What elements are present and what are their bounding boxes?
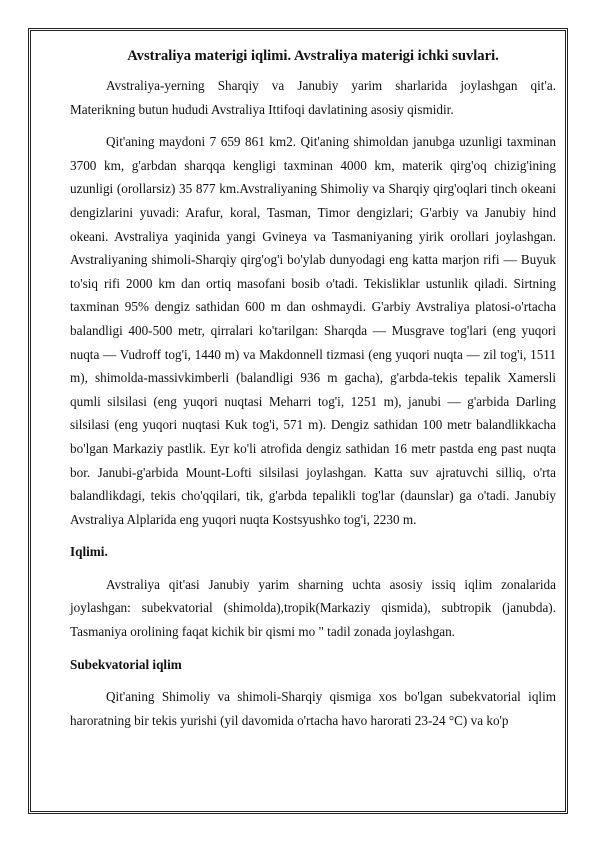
document-body bbox=[70, 44, 556, 741]
section-heading-subequatorial: Subekvatorial iqlim bbox=[70, 656, 182, 672]
document-title: Avstraliya materigi iqlimi. Avstraliya materigi ichki suvlari. bbox=[127, 48, 499, 64]
section-heading-climate: Iqlimi. bbox=[70, 544, 108, 560]
paragraph-geography: Qit'aning maydoni 7 659 861 km2. Qit'aning shimoldan janubga uzunligi taxminan 3700 km, g'arbdan sharqqa kengligi taxminan 4000 km, materik qirg'oq chizig'ining uzunligi (orollarsiz) 35 877 km.Avstraliyaning Shimoliy va Sharqiy qirg'oqlari tinch okeani dengizlarini yuvadi: Arafur, koral, Tasman, Timor dengizlari; G'arbiy va Janubiy hind okeani. Avstraliya yaqinida yangi Gvineya va Tasmaniyaning yirik orollari joylashgan. Avstraliyaning shimoli-Sharqiy qirg'og'i bo'ylab dunyodagi eng katta marjon rifi — Buyuk to'siq rifi 2000 km dan ortiq masofani bosib o'tadi. Tekisliklar ustunlik qiladi. Sirtning taxminan 95% dengiz sathidan 600 m dan oshmaydi. G'arbiy Avstraliya platosi-o'rtacha balandligi 400-500 metr, qirralari ko'tarilgan: Sharqda — Musgrave tog'lari (eng yuqori nuqta — Vudroff tog'i, 1440 m) va Makdonnell tizmasi (eng yuqori nuqta — zil tog'i, 1511 m), shimolda-massivkimberli (balandligi 936 m gacha), g'arbda-tekis tepalik Xamersli qumli silsilasi (eng yuqori nuqtasi Meharri tog'i, 1251 m), janubi — g'arbida Darling silsilasi (eng yuqori nuqtasi Kuk tog'i, 571 m). Dengiz sathidan 100 metr balandlikkacha bo'lgan Markaziy pastlik. Eyr ko'li atrofida dengiz sathidan 16 metr pastda eng past nuqta bor. Janubi-g'arbida Mount-Lofti silsilasi joylashgan. Katta suv ajratuvchi silliq, o'rta balandlikdagi, tekis cho'qqilari, tik, g'arbda tepalikli tog'lar (daunslar) ga o'tadi. Janubiy Avstraliya Alplarida eng yuqori nuqta Kostsyushko tog'i, 2230 m. bbox=[70, 134, 556, 527]
paragraph-climate-zones: Avstraliya qit'asi Janubiy yarim sharning uchta asosiy issiq iqlim zonalarida joylashgan: subekvatorial (shimolda),tropik(Markaziy qismida), subtropik (janubda). Tasmaniya orolining faqat kichik bir qismi mo " tadil zonada joylashgan. bbox=[70, 576, 556, 640]
paragraph-intro: Avstraliya-yerning Sharqiy va Janubiy yarim sharlarida joylashgan qit'a. Materikning butun hududi Avstraliya Ittifoqi davlatining asosiy qismidir. bbox=[70, 78, 556, 117]
paragraph-subequatorial: Qit'aning Shimoliy va shimoli-Sharqiy qismiga xos bo'lgan subekvatorial iqlim haroratning bir tekis yurishi (yil davomida o'rtacha havo harorati 23-24 °C) va ko'p bbox=[70, 689, 556, 728]
